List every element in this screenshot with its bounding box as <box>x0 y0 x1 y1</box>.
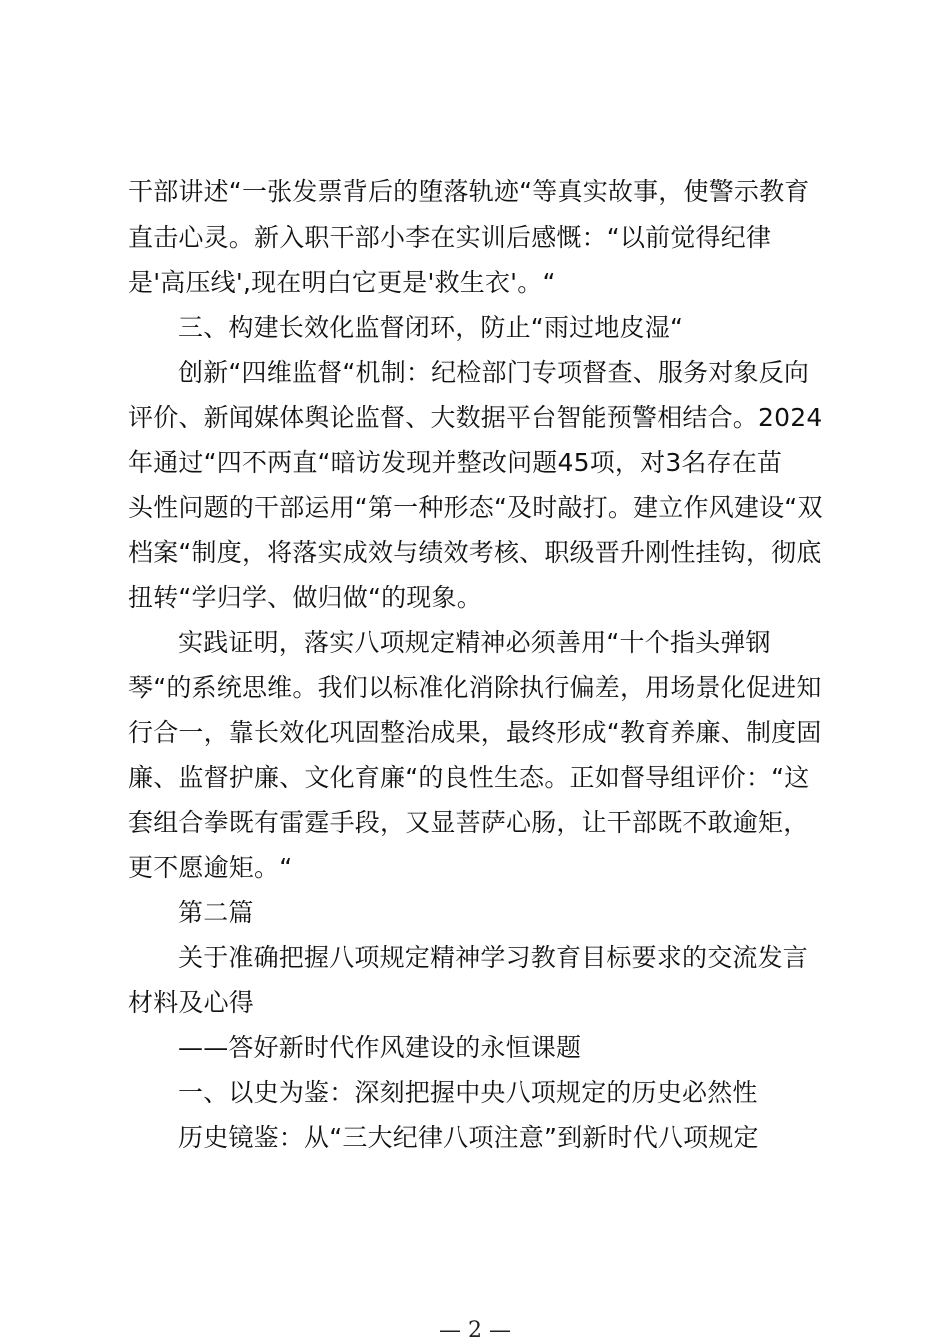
body-text-line: 是'高压线',现在明白它更是'救生衣'。“ <box>128 268 556 297</box>
body-text-line: 创新“四维监督“机制：纪检部门专项督查、服务对象反向 <box>178 358 810 387</box>
section-heading: 三、构建长效化监督闭环，防止“雨过地皮湿“ <box>178 313 684 342</box>
section-heading: 一、以史为鉴：深刻把握中央八项规定的历史必然性 <box>178 1078 758 1107</box>
body-text-line: 更不愿逾矩。“ <box>128 853 293 882</box>
chapter-label: 第二篇 <box>178 898 254 927</box>
body-text-line: 干部讲述“一张发票背后的堕落轨迹“等真实故事，使警示教育 <box>128 177 810 206</box>
page-number: — 2 — <box>439 1318 511 1343</box>
sub-heading: 历史镜鉴：从“三大纪律八项注意”到新时代八项规定 <box>178 1123 759 1152</box>
article-title: 关于准确把握八项规定精神学习教育目标要求的交流发言 <box>178 943 809 972</box>
body-text-line: 廉、监督护廉、文化育廉“的良性生态。正如督导组评价：“这 <box>128 763 810 792</box>
body-text-line: 直击心灵。新入职干部小李在实训后感慨：“以前觉得纪律 <box>128 223 772 252</box>
body-text-line: 实践证明，落实八项规定精神必须善用“十个指头弹钢 <box>178 628 771 657</box>
body-text-line: 年通过“四不两直“暗访发现并整改问题45项，对3名存在苗 <box>128 448 783 477</box>
body-text-line: 琴“的系统思维。我们以标准化消除执行偏差，用场景化促进知 <box>128 673 822 702</box>
body-text-line: 行合一，靠长效化巩固整治成果，最终形成“教育养廉、制度固 <box>128 718 822 747</box>
body-text-line: 套组合拳既有雷霆手段，又显菩萨心肠，让干部既不敢逾矩， <box>128 808 809 837</box>
body-text-line: 头性问题的干部运用“第一种形态“及时敲打。建立作风建设“双 <box>128 493 823 522</box>
body-text-line: 档案“制度，将落实成效与绩效考核、职级晋升刚性挂钩，彻底 <box>128 538 822 567</box>
article-title: 材料及心得 <box>128 988 255 1017</box>
body-text-line: 评价、新闻媒体舆论监督、大数据平台智能预警相结合。2024 <box>128 403 823 432</box>
body-text-line: 扭转“学归学、做归做“的现象。 <box>128 583 482 612</box>
article-subtitle: ——答好新时代作风建设的永恒课题 <box>178 1033 582 1062</box>
